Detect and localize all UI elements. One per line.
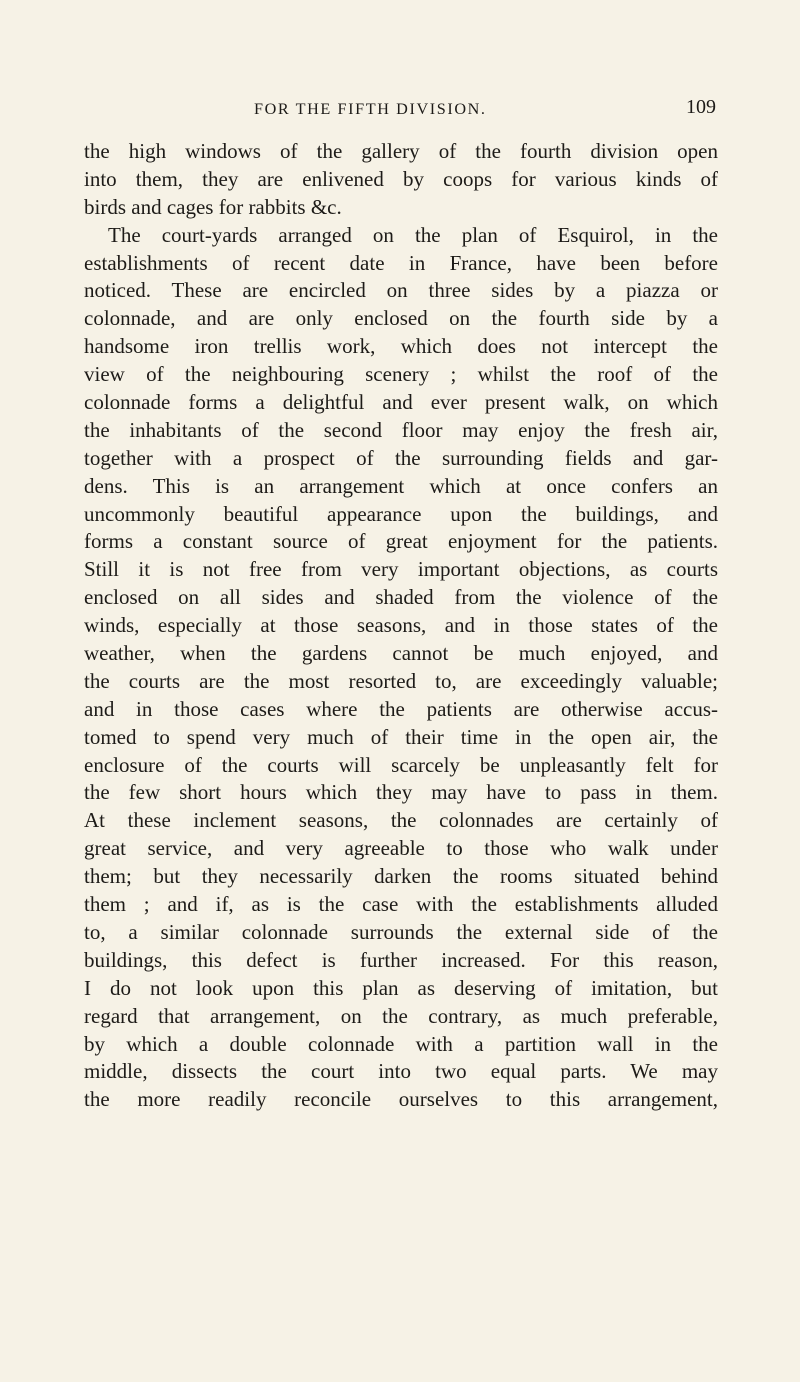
running-head [254, 94, 716, 128]
text-line: the more readily reconcile ourselves to this arrangement, [84, 1087, 718, 1112]
text-line: them ; and if, as is the case with the establishments alluded [84, 892, 718, 917]
text-line: and in those cases where the patients are otherwise accus- [84, 696, 718, 721]
text-line: Still it is not free from very important objections, as courts [84, 557, 718, 582]
text-line: The court-yards arranged on the plan of Esquirol, in the [108, 222, 718, 247]
text-line: the high windows of the gallery of the fourth division open [84, 139, 718, 163]
text-line: great service, and very agreeable to those who walk under [84, 836, 718, 861]
text-line: birds and cages for rabbits &c. [84, 194, 342, 219]
text-line: tomed to spend very much of their time in the open air, the [84, 724, 718, 749]
text-line: dens. This is an arrangement which at once confers an [84, 473, 718, 498]
text-line: forms a constant source of great enjoyment for the patients. [84, 529, 718, 554]
text-line: buildings, this defect is further increased. For this reason, [84, 947, 718, 972]
text-line: the few short hours which they may have to pass in them. [84, 780, 718, 805]
text-line: regard that arrangement, on the contrary, as much preferable, [84, 1003, 718, 1028]
page-number: 109 [686, 96, 716, 118]
text-line: At these inclement seasons, the colonnades are certainly of [84, 808, 718, 833]
text-line: colonnade, and are only enclosed on the fourth side by a [84, 306, 718, 331]
text-line: uncommonly beautiful appearance upon the buildings, and [84, 501, 718, 526]
text-line: handsome iron trellis work, which does not intercept the [84, 334, 718, 359]
text-line: enclosure of the courts will scarcely be unpleasantly felt for [84, 752, 718, 777]
text-line: into them, they are enlivened by coops for various kinds of [84, 166, 718, 191]
text-line: together with a prospect of the surrounding fields and gar- [84, 445, 718, 470]
text-line: them; but they necessarily darken the rooms situated behind [84, 864, 718, 889]
text-line: weather, when the gardens cannot be much enjoyed, and [84, 641, 718, 666]
text-line: by which a double colonnade with a partition wall in the [84, 1031, 718, 1056]
text-line: view of the neighbouring scenery ; whilst the roof of the [84, 362, 718, 387]
running-head-title: FOR THE FIFTH DIVISION. [254, 100, 487, 118]
text-line: middle, dissects the court into two equal parts. We may [84, 1059, 718, 1084]
text-line: enclosed on all sides and shaded from the violence of the [84, 585, 718, 610]
text-line: the inhabitants of the second floor may enjoy the fresh air, [84, 417, 718, 442]
text-line: the courts are the most resorted to, are exceedingly valuable; [84, 668, 718, 693]
text-line: noticed. These are encircled on three sides by a piazza or [84, 278, 718, 303]
text-line: establishments of recent date in France, have been before [84, 250, 718, 275]
body-text [84, 138, 718, 1114]
text-line: colonnade forms a delightful and ever present walk, on which [84, 390, 718, 415]
text-line: to, a similar colonnade surrounds the external side of the [84, 919, 718, 944]
text-line: winds, especially at those seasons, and in those states of the [84, 613, 718, 638]
text-line: I do not look upon this plan as deserving of imitation, but [84, 975, 718, 1000]
